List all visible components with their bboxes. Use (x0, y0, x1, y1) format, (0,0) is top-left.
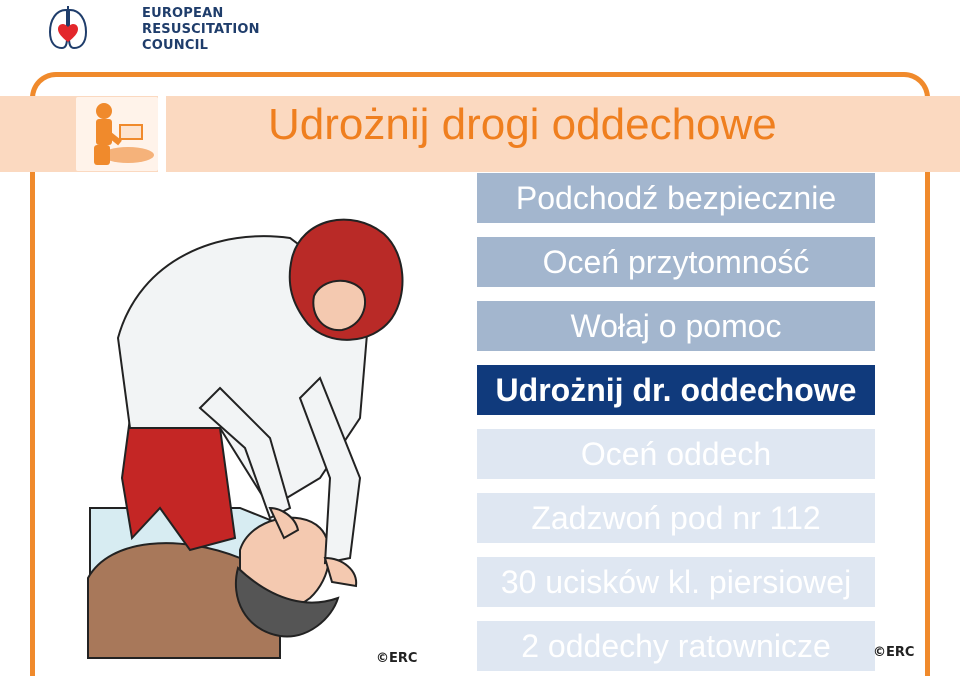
step-4: Udrożnij dr. oddechowe (477, 365, 875, 415)
step-3: Wołaj o pomoc (477, 301, 875, 351)
title-band-gap (158, 96, 166, 172)
heart-lungs-icon (46, 4, 90, 52)
step-6: Zadzwoń pod nr 112 (477, 493, 875, 543)
airway-illustration (70, 178, 490, 678)
copyright-left: ©ERC (376, 651, 418, 666)
slide-title: Udrożnij drogi oddechowe (268, 100, 777, 149)
copyright-right: ©ERC (873, 645, 915, 660)
step-7: 30 ucisków kl. piersiowej (477, 557, 875, 607)
erc-logo (46, 4, 260, 54)
step-8: 2 oddechy ratownicze (477, 621, 875, 671)
step-1: Podchodź bezpiecznie (477, 173, 875, 223)
logo-line-2: RESUSCITATION (142, 22, 260, 37)
logo-line-1: EUROPEAN (142, 6, 224, 21)
step-5: Oceń oddech (477, 429, 875, 479)
step-2: Oceń przytomność (477, 237, 875, 287)
logo-line-3: COUNCIL (142, 38, 209, 53)
logo-text (142, 6, 260, 54)
cpr-thumbnail (76, 97, 158, 171)
